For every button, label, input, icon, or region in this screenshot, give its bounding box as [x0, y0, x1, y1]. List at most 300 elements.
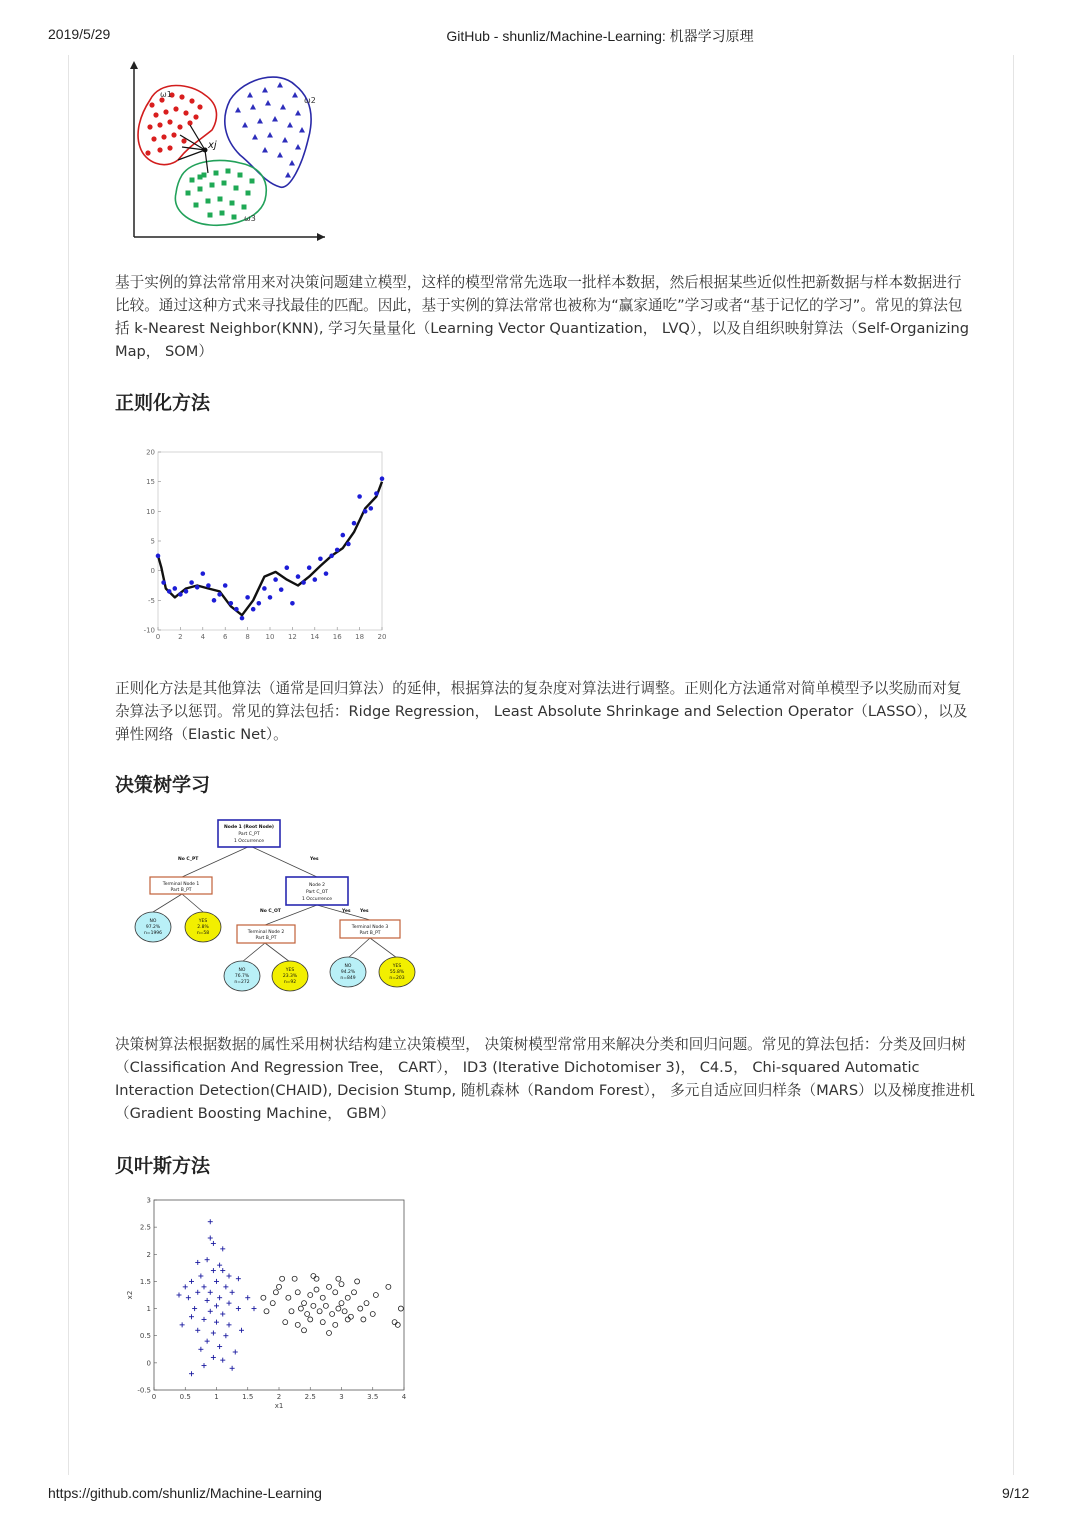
plus-marker	[211, 1268, 216, 1273]
omega-3-label: ω3	[244, 214, 256, 223]
terminal-node-1-line2: Part B_PT	[170, 888, 192, 893]
leaf-percent: 76.7%	[234, 974, 250, 979]
edge-label-yes-3: Yes	[360, 909, 369, 914]
green-cluster-point	[220, 211, 225, 216]
footer-page-number: 9/12	[1002, 1485, 1030, 1501]
leaf-count: n=203	[389, 976, 405, 981]
node-2-line3: 1 Occurrence	[301, 897, 333, 902]
plus-marker	[183, 1284, 188, 1289]
circle-marker	[308, 1317, 313, 1322]
red-cluster-point	[193, 114, 198, 119]
blue-cluster-point	[277, 82, 283, 88]
circle-marker	[317, 1309, 322, 1314]
leaf-count: n=849	[340, 976, 356, 981]
leaf-count: n=92	[283, 980, 297, 985]
data-point	[352, 521, 357, 526]
plus-marker	[223, 1333, 228, 1338]
leaf-label: YES	[392, 964, 402, 969]
circle-marker	[295, 1290, 300, 1295]
x-tick-label: 0	[155, 633, 161, 641]
red-cluster-point	[183, 110, 188, 115]
circle-marker	[277, 1284, 282, 1289]
x-tick-label: 10	[265, 633, 275, 641]
data-point	[369, 506, 374, 511]
y-tick-label: 10	[146, 507, 155, 516]
plus-marker	[205, 1257, 210, 1262]
terminal-node-3-line2: Part B_PT	[359, 931, 381, 936]
circle-marker	[395, 1322, 400, 1327]
header-title: GitHub - shunliz/Machine-Learning: 机器学习原理	[446, 28, 754, 44]
plus-marker	[239, 1328, 244, 1333]
green-cluster-point	[226, 169, 231, 174]
bayes-heading: 贝叶斯方法	[115, 1155, 211, 1177]
circle-marker	[361, 1317, 366, 1322]
instance-paragraph: 基于实例的算法常常用来对决策问题建立模型，这样的模型常常先选取一批样本数据，然后根据某些近似性把新数据与样本数据进行比较。通过这种方式来寻找最佳的匹配。因此，基于实例的算法常常也被称为“赢家通吃”学习或者“基于记忆的学习”。常见的算法包括 k-Nearest Neighbor(KNN), 学习矢量量化（Learning Vector Quantization， LVQ），以及自组织映射算法（Self-Organizing Map， SOM）	[115, 274, 970, 360]
x-tick-label: 2	[178, 633, 183, 641]
data-point	[341, 533, 346, 538]
header-date: 2019/5/29	[48, 26, 111, 42]
plus-marker	[208, 1309, 213, 1314]
red-cluster-point	[197, 104, 202, 109]
data-point	[374, 491, 379, 496]
x-tick-label: 16	[332, 633, 342, 641]
plus-marker	[230, 1290, 235, 1295]
circle-marker	[339, 1282, 344, 1287]
circle-marker	[348, 1314, 353, 1319]
blue-cluster-point	[292, 92, 298, 98]
y-tick-label: 5	[150, 537, 155, 546]
y-axis-label: x2	[126, 1290, 134, 1300]
blue-cluster-point	[262, 147, 268, 153]
data-point	[167, 589, 172, 594]
plus-marker	[233, 1350, 238, 1355]
leaf-percent: 97.2%	[145, 925, 161, 930]
leaf-percent: 2.8%	[197, 925, 209, 930]
red-cluster-point	[179, 94, 184, 99]
plus-marker	[236, 1276, 241, 1281]
blue-cluster-point	[289, 160, 295, 166]
green-cluster-point	[214, 171, 219, 176]
circle-marker	[320, 1295, 325, 1300]
blue-cluster-point	[267, 132, 273, 138]
green-cluster-point	[186, 191, 191, 196]
x-tick-label: 1	[214, 1393, 219, 1401]
circle-marker	[327, 1284, 332, 1289]
plus-marker	[192, 1306, 197, 1311]
leaf-count: n=272	[234, 980, 250, 985]
omega-1-label: ω1	[160, 90, 172, 99]
circle-marker	[370, 1312, 375, 1317]
circle-marker	[336, 1306, 341, 1311]
plus-marker	[198, 1274, 203, 1279]
circle-marker	[352, 1290, 357, 1295]
plus-marker	[227, 1322, 232, 1327]
data-point	[318, 557, 323, 562]
data-point	[290, 601, 295, 606]
red-cluster-point	[157, 147, 162, 152]
data-point	[346, 542, 351, 547]
y-tick-label: 2	[146, 1250, 151, 1259]
blue-cluster-point	[287, 122, 293, 128]
red-cluster-point	[167, 145, 172, 150]
data-point	[206, 583, 211, 588]
green-cluster-point	[232, 215, 237, 220]
green-cluster-point	[198, 187, 203, 192]
plus-marker	[208, 1219, 213, 1224]
blue-cluster-point	[242, 122, 248, 128]
x-tick-label: 0	[151, 1393, 157, 1401]
data-point	[240, 616, 245, 621]
y-tick-label: -10	[143, 626, 155, 635]
data-point	[223, 583, 228, 588]
green-cluster-point	[198, 175, 203, 180]
red-cluster-point	[177, 124, 182, 129]
plus-marker	[205, 1298, 210, 1303]
y-tick-label: 15	[146, 478, 155, 487]
circle-marker	[311, 1303, 316, 1308]
red-cluster-point	[153, 112, 158, 117]
instance-cluster-figure	[120, 55, 335, 245]
green-cluster-point	[194, 203, 199, 208]
circle-marker	[273, 1290, 278, 1295]
red-cluster-point	[161, 134, 166, 139]
circle-marker	[311, 1274, 316, 1279]
regularization-chart	[120, 440, 400, 650]
terminal-node-2-line1: Terminal Node 2	[247, 930, 285, 935]
blue-cluster-point	[235, 107, 241, 113]
terminal-node-3-line1: Terminal Node 3	[351, 925, 389, 930]
plus-marker	[214, 1303, 219, 1308]
green-cluster-point	[250, 179, 255, 184]
leaf-count: n=1996	[143, 931, 163, 936]
y-tick-label: 1	[146, 1305, 151, 1314]
y-tick-label: -5	[148, 596, 155, 605]
red-cluster-point	[189, 98, 194, 103]
circle-marker	[292, 1276, 297, 1281]
plus-marker	[220, 1358, 225, 1363]
plus-marker	[202, 1317, 207, 1322]
data-point	[156, 554, 161, 559]
plus-marker	[214, 1279, 219, 1284]
red-cluster-point	[173, 106, 178, 111]
circle-marker	[345, 1317, 350, 1322]
x-tick-label: 6	[222, 633, 228, 641]
blue-cluster-point	[299, 127, 305, 133]
circle-marker	[323, 1303, 328, 1308]
decision-tree-figure	[120, 812, 430, 1002]
data-point	[262, 586, 267, 591]
plus-marker	[252, 1306, 257, 1311]
plus-marker	[195, 1260, 200, 1265]
plus-marker	[211, 1241, 216, 1246]
y-tick-label: -0.5	[137, 1386, 151, 1395]
y-tick-label: 3	[146, 1196, 151, 1205]
circle-marker	[298, 1306, 303, 1311]
footer-url[interactable]: https://github.com/shunliz/Machine-Learning	[48, 1485, 322, 1501]
edge-label-no-cpt: No C_PT	[178, 857, 199, 862]
data-point	[189, 580, 194, 585]
blue-cluster-point	[262, 87, 268, 93]
plus-marker	[211, 1331, 216, 1336]
y-tick-label: 0	[150, 567, 155, 576]
data-point	[329, 554, 334, 559]
circle-marker	[308, 1293, 313, 1298]
green-cluster-point	[218, 197, 223, 202]
plus-marker	[217, 1295, 222, 1300]
plus-marker	[220, 1246, 225, 1251]
data-point	[307, 565, 312, 570]
green-cluster-point	[238, 173, 243, 178]
blue-cluster-point	[272, 116, 278, 122]
node-2-line2: Part C_OT	[306, 890, 328, 895]
circle-marker	[286, 1295, 291, 1300]
bayes-scatter-chart	[120, 1192, 420, 1422]
leaf-label: YES	[285, 968, 295, 973]
plus-marker	[220, 1312, 225, 1317]
plus-marker	[180, 1322, 185, 1327]
edge-label-no-cot: No C_OT	[260, 909, 281, 914]
green-cluster-point	[234, 186, 239, 191]
circle-marker	[327, 1331, 332, 1336]
leaf-node	[224, 961, 260, 991]
circle-marker	[398, 1306, 403, 1311]
plus-marker	[227, 1301, 232, 1306]
blue-cluster-point	[247, 92, 253, 98]
circle-marker	[305, 1312, 310, 1317]
x-tick-label: 20	[377, 633, 387, 641]
data-point	[217, 592, 222, 597]
data-point	[251, 607, 256, 612]
x-axis-label: x1	[274, 1402, 284, 1410]
circle-marker	[355, 1279, 360, 1284]
data-point	[335, 548, 340, 553]
data-point	[296, 574, 301, 579]
x-tick-label: 4	[401, 1393, 407, 1401]
circle-marker	[302, 1328, 307, 1333]
decision-tree-paragraph: 决策树算法根据数据的属性采用树状结构建立决策模型， 决策树模型常常用来解决分类和回归问题。常见的算法包括：分类及回归树（Classification And Regression Tree， CART）， ID3 (Iterative Dichotomiser 3)， C4.5， Chi-squared Automatic Interaction Detection(CHAID), Decision Stump, 随机森林（Random Forest）， 多元自适应回归样条（MARS）以及梯度推进机（Gradient Boosting Machine， GBM）	[115, 1036, 975, 1122]
green-cluster-point	[210, 183, 215, 188]
circle-marker	[339, 1301, 344, 1306]
plus-marker	[211, 1355, 216, 1360]
plus-marker	[189, 1371, 194, 1376]
data-point	[173, 586, 178, 591]
circle-marker	[320, 1320, 325, 1325]
leaf-label: NO	[344, 964, 352, 969]
data-point	[313, 577, 318, 582]
red-cluster-point	[151, 136, 156, 141]
blue-cluster-boundary	[225, 77, 311, 187]
plus-marker	[208, 1290, 213, 1295]
leaf-percent: 94.2%	[340, 970, 356, 975]
x-tick-label: 4	[200, 633, 206, 641]
root-node-line3: 1 Occurrence	[233, 839, 265, 844]
y-tick-label: 1.5	[139, 1277, 151, 1286]
plot-frame	[154, 1200, 404, 1390]
data-point	[324, 571, 329, 576]
green-cluster-point	[242, 205, 247, 210]
leaf-node	[379, 957, 415, 987]
red-cluster-point	[145, 150, 150, 155]
circle-marker	[261, 1295, 266, 1300]
data-point	[184, 589, 189, 594]
data-point	[195, 585, 200, 590]
data-point	[380, 476, 385, 481]
edge-label-yes-2: Yes	[342, 909, 351, 914]
data-point	[161, 580, 166, 585]
x-tick-label: 14	[310, 633, 320, 641]
data-point	[229, 601, 234, 606]
plus-marker	[177, 1293, 182, 1298]
query-point-label: xj	[208, 140, 217, 151]
plus-marker	[195, 1290, 200, 1295]
data-point	[268, 595, 273, 600]
blue-cluster-point	[282, 137, 288, 143]
circle-marker	[302, 1301, 307, 1306]
green-cluster-point	[222, 181, 227, 186]
data-point	[301, 580, 306, 585]
data-point	[234, 607, 239, 612]
leaf-node	[135, 912, 171, 942]
data-point	[363, 509, 368, 514]
blue-cluster-point	[295, 144, 301, 150]
data-point	[178, 592, 183, 597]
page-border-right	[1013, 55, 1014, 1475]
regularization-heading: 正则化方法	[115, 392, 211, 414]
data-point	[245, 595, 250, 600]
blue-cluster-point	[250, 104, 256, 110]
red-cluster-point	[171, 132, 176, 137]
circle-marker	[333, 1322, 338, 1327]
leaf-label: NO	[149, 919, 157, 924]
regularization-paragraph: 正则化方法是其他算法（通常是回归算法）的延伸，根据算法的复杂度对算法进行调整。正则化方法通常对简单模型予以奖励而对复杂算法予以惩罚。常见的算法包括：Ridge Regression， Least Absolute Shrinkage and Selection Operator（LASSO），以及弹性网络（Elastic Net）。	[115, 680, 968, 743]
green-cluster-point	[206, 199, 211, 204]
blue-cluster-point	[252, 134, 258, 140]
x-tick-label: 8	[245, 633, 250, 641]
plus-marker	[217, 1263, 222, 1268]
data-point	[212, 598, 217, 603]
red-cluster-point	[167, 119, 172, 124]
circle-marker	[364, 1301, 369, 1306]
leaf-label: NO	[238, 968, 246, 973]
circle-marker	[330, 1312, 335, 1317]
circle-marker	[392, 1320, 397, 1325]
node-2-line1: Node 2	[308, 883, 326, 888]
circle-marker	[373, 1293, 378, 1298]
circle-marker	[333, 1290, 338, 1295]
green-cluster-point	[190, 178, 195, 183]
plus-marker	[227, 1274, 232, 1279]
red-cluster-point	[149, 102, 154, 107]
terminal-node-1-line1: Terminal Node 1	[162, 882, 200, 887]
data-point	[285, 565, 290, 570]
data-point	[257, 601, 262, 606]
data-point	[201, 571, 206, 576]
circle-marker	[342, 1309, 347, 1314]
circle-marker	[314, 1287, 319, 1292]
blue-cluster-point	[285, 172, 291, 178]
x-tick-label: 3.5	[367, 1393, 379, 1401]
circle-marker	[345, 1295, 350, 1300]
red-cluster-point	[163, 109, 168, 114]
decision-tree-heading: 决策树学习	[115, 774, 211, 796]
circle-marker	[295, 1322, 300, 1327]
root-node-line1: Node 1 (Root Node)	[223, 825, 275, 830]
leaf-percent: 23.3%	[282, 974, 298, 979]
omega-2-label: ω2	[304, 96, 316, 105]
plus-marker	[208, 1236, 213, 1241]
plus-marker	[202, 1284, 207, 1289]
page-border-left	[68, 55, 69, 1475]
plus-marker	[205, 1339, 210, 1344]
x-tick-label: 2	[276, 1393, 282, 1401]
plus-marker	[217, 1344, 222, 1349]
circle-marker	[283, 1320, 288, 1325]
data-point	[273, 577, 278, 582]
leaf-percent: 55.8%	[389, 970, 405, 975]
leaf-node	[185, 912, 221, 942]
root-node-line2: Part C_PT	[238, 832, 260, 837]
leaf-node	[272, 961, 308, 991]
circle-marker	[289, 1309, 294, 1314]
plus-marker	[189, 1314, 194, 1319]
x-tick-label: 12	[287, 633, 297, 641]
y-tick-label: 2.5	[139, 1223, 151, 1232]
terminal-node-2-line2: Part B_PT	[255, 936, 277, 941]
plus-marker	[186, 1295, 191, 1300]
plus-marker	[198, 1347, 203, 1352]
x-tick-label: 1.5	[242, 1393, 254, 1401]
x-tick-label: 18	[355, 633, 365, 641]
circle-marker	[358, 1306, 363, 1311]
x-tick-label: 0.5	[179, 1393, 191, 1401]
plus-marker	[189, 1279, 194, 1284]
green-cluster-point	[208, 213, 213, 218]
red-cluster-point	[147, 124, 152, 129]
leaf-node	[330, 957, 366, 987]
data-point	[357, 494, 362, 499]
data-point	[279, 587, 284, 592]
circle-marker	[280, 1276, 285, 1281]
y-tick-label: 20	[146, 448, 155, 457]
circle-marker	[386, 1284, 391, 1289]
red-cluster-point	[157, 122, 162, 127]
plus-marker	[223, 1284, 228, 1289]
blue-cluster-point	[280, 104, 286, 110]
plus-marker	[195, 1328, 200, 1333]
red-cluster-point	[187, 120, 192, 125]
x-tick-label: 3	[339, 1393, 344, 1401]
plus-marker	[230, 1366, 235, 1371]
plus-marker	[245, 1295, 250, 1300]
blue-cluster-point	[265, 100, 271, 106]
plus-marker	[202, 1363, 207, 1368]
y-tick-label: 0	[146, 1359, 151, 1368]
plus-marker	[220, 1268, 225, 1273]
leaf-count: n=58	[196, 931, 210, 936]
circle-marker	[336, 1276, 341, 1281]
blue-cluster-point	[295, 110, 301, 116]
green-cluster-point	[230, 201, 235, 206]
plus-marker	[214, 1320, 219, 1325]
circle-marker	[314, 1276, 319, 1281]
circle-marker	[264, 1309, 269, 1314]
blue-cluster-point	[277, 152, 283, 158]
circle-marker	[270, 1301, 275, 1306]
green-cluster-point	[246, 191, 251, 196]
leaf-label: YES	[198, 919, 208, 924]
y-tick-label: 0.5	[139, 1332, 151, 1341]
edge-label-yes-1: Yes	[310, 857, 319, 862]
